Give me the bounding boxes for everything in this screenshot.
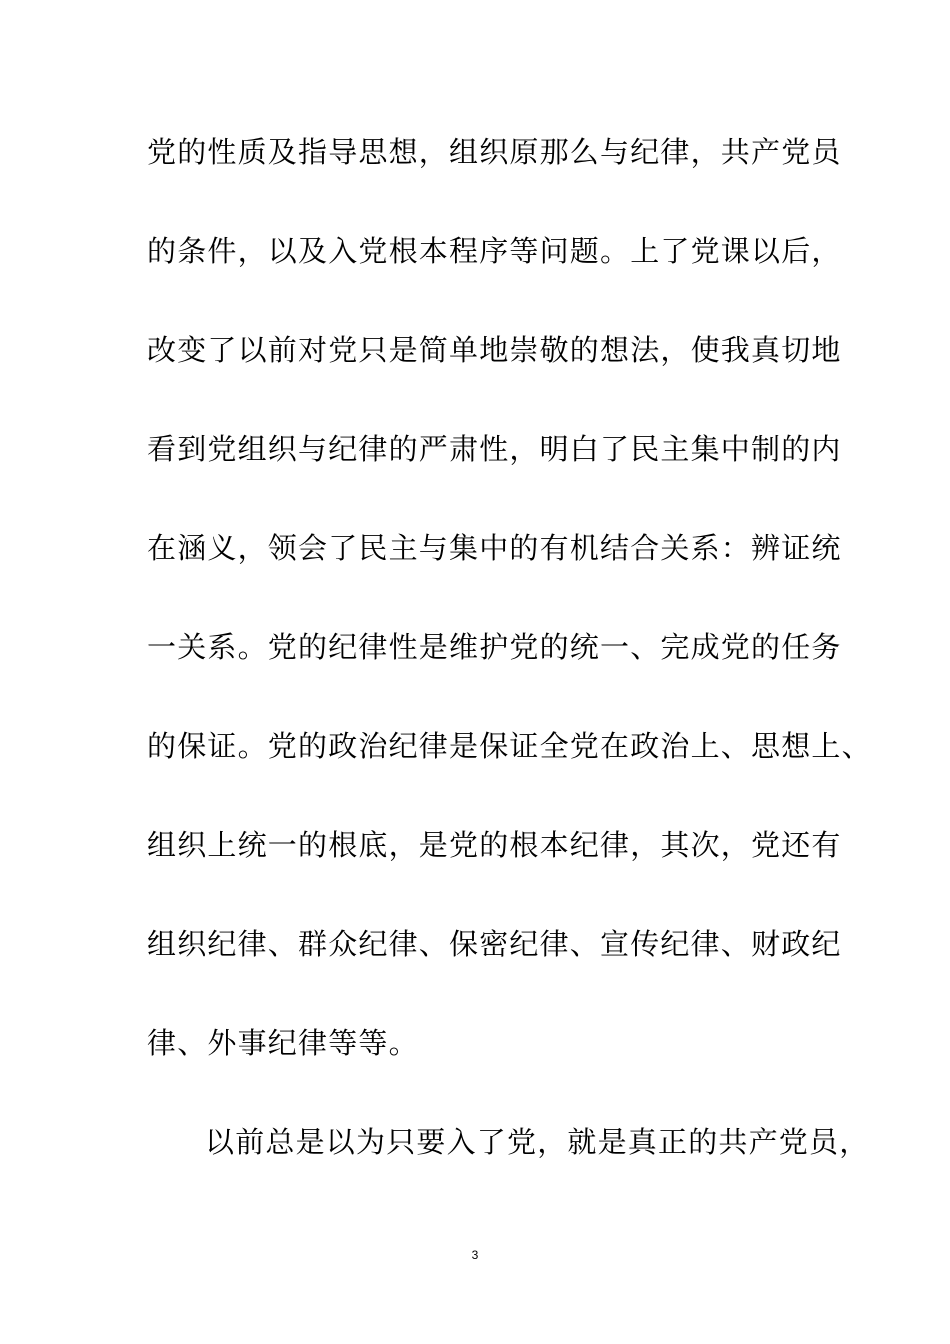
text-line: 组织上统一的根底，是党的根本纪律，其次，党还有: [147, 828, 842, 862]
text-line: 在涵义，领会了民主与集中的有机结合关系：辨证统: [147, 531, 842, 565]
text-line: 律、外事纪律等等。: [147, 1026, 419, 1060]
text-line: 一关系。党的纪律性是维护党的统一、完成党的任务: [147, 630, 842, 664]
text-line: 看到党组织与纪律的严肃性，明白了民主集中制的内: [147, 432, 842, 466]
text-line: 改变了以前对党只是简单地崇敬的想法，使我真切地: [147, 333, 842, 367]
page-number: 3: [471, 1248, 479, 1262]
text-line: 组织纪律、群众纪律、保密纪律、宣传纪律、财政纪: [147, 927, 842, 961]
body-text: [147, 128, 872, 1217]
paragraph-start-line: 以前总是以为只要入了党，就是真正的共产党员，: [205, 1125, 870, 1159]
text-line: 党的性质及指导思想，组织原那么与纪律，共产党员: [147, 135, 842, 169]
text-line: 的条件，以及入党根本程序等问题。上了党课以后，: [147, 234, 842, 268]
text-line: 的保证。党的政治纪律是保证全党在政治上、思想上、: [147, 729, 872, 763]
